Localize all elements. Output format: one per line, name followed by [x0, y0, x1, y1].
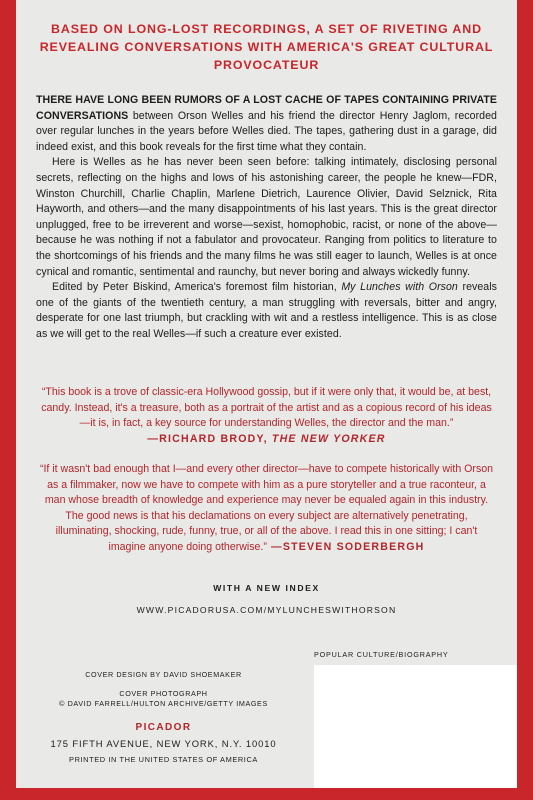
- blurb-source: THE NEW YORKER: [271, 432, 386, 445]
- blurb-steven-soderbergh: [38, 462, 495, 556]
- description-paragraph-3-end: reveals one of the giants of the twentieth century, a man struggling with reversals, bitter and angry, desperate for one last triumph, but crackling with wit and a restless intelligence. This is as close as we will get to the real Welles—if such a creature ever existed.: [36, 281, 497, 340]
- headline: BASED ON LONG-LOST RECORDINGS, A SET OF RIVETING AND REVEALING CONVERSATIONS WITH AMERICA'S GREAT CULTURAL PROVOCATEUR: [39, 22, 494, 72]
- cover-credits: [16, 670, 311, 710]
- cover-photo-credit: © DAVID FARRELL/HULTON ARCHIVE/GETTY IMAGES: [59, 699, 268, 708]
- book-title-italic: My Lunches with Orson: [341, 281, 458, 294]
- book-website-url: WWW.PICADORUSA.COM/MYLUNCHESWITHORSON: [136, 605, 397, 615]
- cover-photo-label: COVER PHOTOGRAPH: [119, 688, 208, 698]
- new-index-note: WITH A NEW INDEX: [213, 583, 320, 593]
- description-paragraph-2: Here is Welles as he has never been seen before: talking intimately, disclosing personal secrets, reflecting on the highs and lows of his astonishing career, the people he knew—FDR, Winston Churchill, Charlie Chaplin, Marlene Dietrich, Laurence Olivier, David Selznick, Rita Hayworth, and others—and the many disappointments of his last years. This is the great director unplugged, free to be irreverent and worse—sexist, homophobic, racist, or none of the above—because he was nothing if not a fabulator and provocateur. Ranging from politics to literature to the shortcomings of his friends and the many films he was still eager to launch, Welles is at once cynical and romantic, sentimental and raunchy, but never boring and always wickedly funny.: [36, 156, 497, 278]
- blurb-author: —RICHARD BRODY,: [147, 432, 272, 445]
- blurb-quote: “If it wasn't bad enough that I—and every other director—have to compete historically with Orson as a filmmaker, now we have to compete with him as a pure storyteller and a true raconteur, a man whose breadth of knowledge and experience may never be equaled again in this industry. The good news is that his declamations on every subject are alternatively penetrating, illuminating, shocking, rude, funny, true, or all of the above. I read this in one sitting; I can't imagine anyone doing otherwise.”: [39, 463, 494, 553]
- blurb-richard-brody: [38, 385, 495, 447]
- description-paragraph-1: [36, 93, 497, 155]
- publisher-address: 175 FIFTH AVENUE, NEW YORK, N.Y. 10010: [50, 738, 277, 749]
- barcode-area: [314, 665, 517, 788]
- description: [36, 93, 497, 343]
- printed-in-note: PRINTED IN THE UNITED STATES OF AMERICA: [69, 755, 258, 764]
- blurb-attribution: [147, 433, 385, 445]
- cover-design-credit: COVER DESIGN BY DAVID SHOEMAKER: [85, 670, 242, 679]
- back-cover-panel: [16, 0, 517, 788]
- description-paragraph-3: [36, 280, 497, 342]
- blurb-quote: “This book is a trove of classic-era Hollywood gossip, but if it were only that, it would be, at best, candy. Instead, it's a treasure, both as a portrait of the artist and as a copious record of his ideas—it is, in fact, a key source for understanding Welles, the director and the man.”: [41, 386, 492, 430]
- blurb-author: —STEVEN SODERBERGH: [266, 540, 425, 553]
- publisher-name: PICADOR: [135, 722, 192, 733]
- description-paragraph-1-rest: between Orson Welles and his friend the director Henry Jaglom, recorded over regular lunches in the years before Welles died. The tapes, gathering dust in a garage, did indeed exist, and this book reveals for the first time what they contain.: [36, 109, 497, 153]
- description-paragraph-3-start: Edited by Peter Biskind, America's foremost film historian,: [52, 281, 342, 294]
- book-category: POPULAR CULTURE/BIOGRAPHY: [314, 650, 449, 659]
- description-lead-caps: THERE HAVE LONG BEEN RUMORS OF A LOST CACHE OF TAPES CONTAINING PRIVATE CONVERSATIONS: [36, 94, 497, 122]
